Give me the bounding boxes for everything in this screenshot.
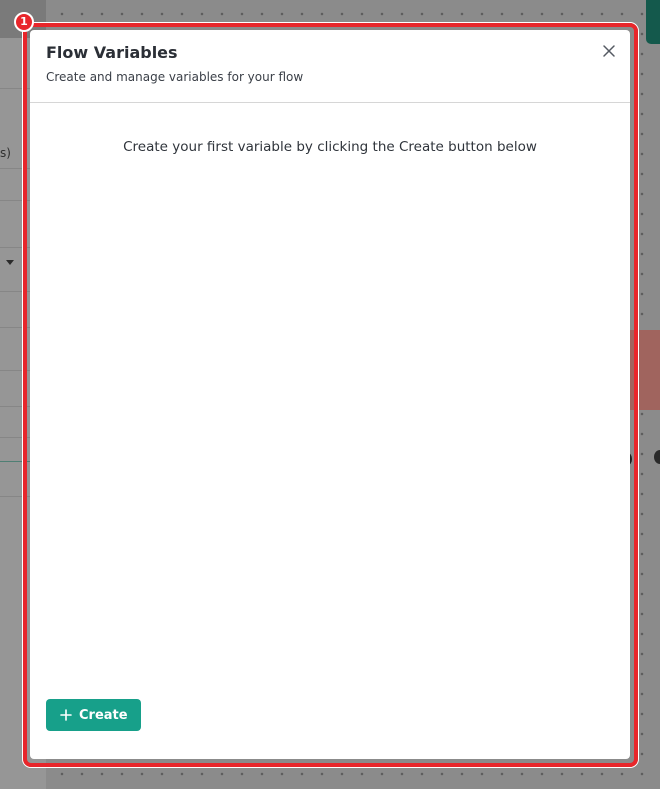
background-action-button bbox=[646, 0, 660, 44]
flow-variables-dialog bbox=[30, 30, 630, 759]
create-button-label: Create bbox=[79, 707, 128, 723]
plus-icon bbox=[60, 709, 72, 721]
close-button[interactable] bbox=[600, 42, 618, 60]
create-variable-button[interactable] bbox=[46, 699, 141, 731]
dialog-subtitle: Create and manage variables for your flow bbox=[46, 70, 304, 84]
dialog-title: Flow Variables bbox=[46, 43, 178, 62]
background-node-handle bbox=[654, 450, 660, 464]
annotation-marker: 1 bbox=[14, 12, 34, 32]
dialog-header bbox=[30, 30, 630, 103]
background-text-fragment: s) bbox=[0, 146, 11, 160]
chevron-down-icon bbox=[6, 260, 14, 265]
close-icon bbox=[600, 42, 618, 60]
background-node bbox=[630, 330, 660, 410]
empty-state-message: Create your first variable by clicking the Create button below bbox=[123, 139, 537, 155]
